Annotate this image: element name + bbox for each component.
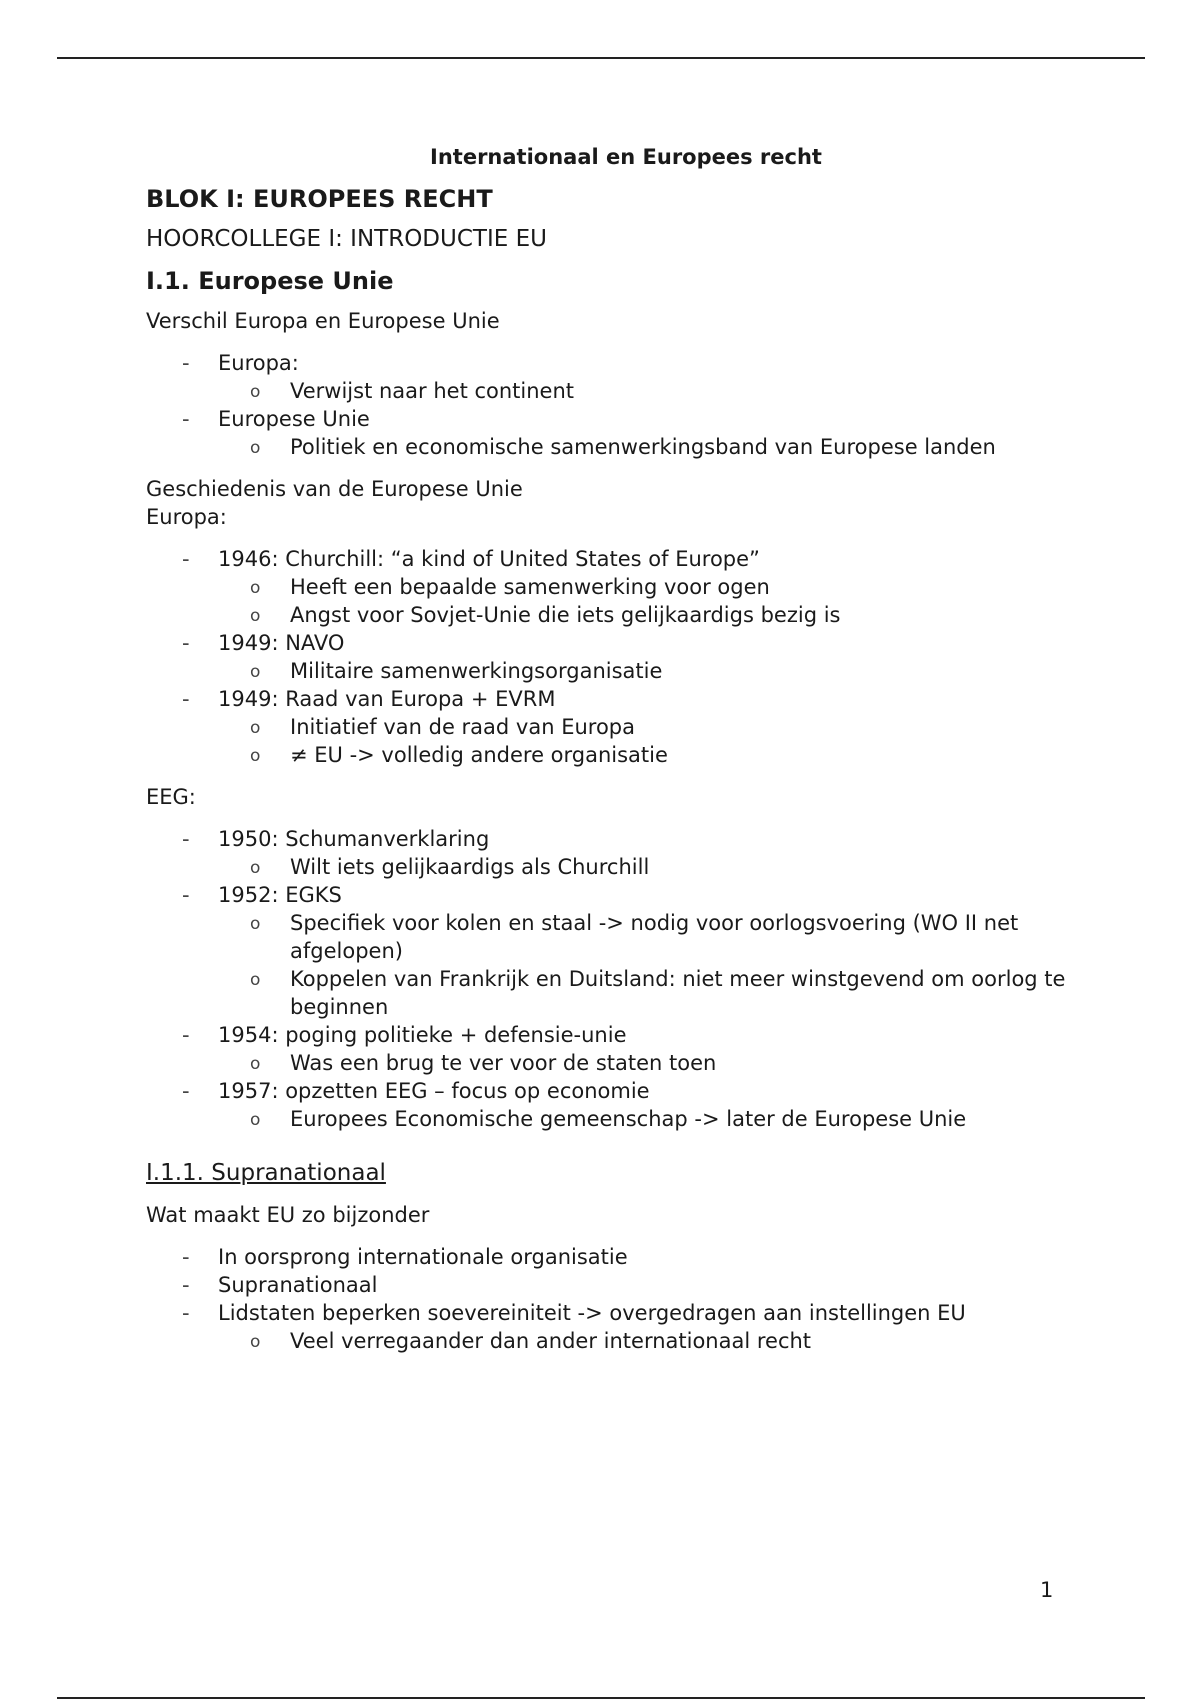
- list-item-text: Supranationaal: [218, 1273, 378, 1297]
- sub-list-item: o Veel verregaander dan ander internationaal recht: [218, 1327, 1076, 1355]
- sub-list: [218, 433, 1076, 461]
- sub-list: [218, 1049, 1076, 1077]
- sub-list: [218, 573, 1076, 629]
- sub-list: [218, 377, 1076, 405]
- section-heading-supranationaal: I.1.1. Supranationaal: [146, 1160, 386, 1186]
- list-item: [146, 1021, 1076, 1077]
- list-item: [146, 881, 1076, 1021]
- list-item: [146, 405, 1076, 461]
- eeg-list: [146, 825, 1076, 1133]
- verschil-list: [146, 349, 1076, 461]
- sub-list-item: o Europees Economische gemeenschap -> later de Europese Unie: [218, 1105, 1076, 1133]
- list-item-text: 1954: poging politieke + defensie-unie: [218, 1023, 627, 1047]
- sub-list: [218, 909, 1076, 1021]
- list-item: [146, 1077, 1076, 1133]
- list-item: [146, 1271, 1076, 1299]
- list-item-text: 1946: Churchill: “a kind of United States of Europe”: [218, 547, 760, 571]
- sub-list-item: o Angst voor Sovjet-Unie die iets gelijkaardigs bezig is: [218, 601, 1076, 629]
- eeg-heading: EEG:: [146, 785, 196, 809]
- supra-list: [146, 1243, 1076, 1355]
- list-item-text: 1950: Schumanverklaring: [218, 827, 490, 851]
- sub-list: [218, 713, 1076, 769]
- footer-rule: [57, 1697, 1145, 1699]
- sub-list-item: o Was een brug te ver voor de staten toen: [218, 1049, 1076, 1077]
- sub-list: [218, 1327, 1076, 1355]
- blok-heading: BLOK I: EUROPEES RECHT: [146, 185, 493, 213]
- list-item: [146, 1299, 1076, 1355]
- list-item: [146, 685, 1076, 769]
- sub-list: [218, 853, 1076, 881]
- list-item-text: 1949: NAVO: [218, 631, 345, 655]
- sub-list-item: o Heeft een bepaalde samenwerking voor ogen: [218, 573, 1076, 601]
- document-body: [146, 143, 1076, 1369]
- sub-list-item: o ≠ EU -> volledig andere organisatie: [218, 741, 1076, 769]
- supra-heading: Wat maakt EU zo bijzonder: [146, 1203, 430, 1227]
- document-title: Internationaal en Europees recht: [430, 145, 822, 169]
- europa-subheading: Europa:: [146, 505, 227, 529]
- sub-list-item: o Initiatief van de raad van Europa: [218, 713, 1076, 741]
- list-item: [146, 1243, 1076, 1271]
- sub-list-item: o Militaire samenwerkingsorganisatie: [218, 657, 1076, 685]
- sub-list: [218, 1105, 1076, 1133]
- header-rule: [57, 57, 1145, 59]
- verschil-heading: Verschil Europa en Europese Unie: [146, 309, 500, 333]
- section-heading-europese-unie: I.1. Europese Unie: [146, 267, 394, 295]
- list-item-text: 1952: EGKS: [218, 883, 342, 907]
- page-number: 1: [1040, 1578, 1054, 1602]
- sub-list-item: o Koppelen van Frankrijk en Duitsland: niet meer winstgevend om oorlog te beginnen: [218, 965, 1076, 1021]
- list-item: [146, 545, 1076, 629]
- list-item-text: Europa:: [218, 351, 299, 375]
- geschiedenis-heading: Geschiedenis van de Europese Unie: [146, 477, 523, 501]
- geschiedenis-list: [146, 545, 1076, 769]
- list-item-text: 1957: opzetten EEG – focus op economie: [218, 1079, 650, 1103]
- sub-list-item: o Wilt iets gelijkaardigs als Churchill: [218, 853, 1076, 881]
- hoorcollege-heading: HOORCOLLEGE I: INTRODUCTIE EU: [146, 226, 547, 252]
- sub-list-item: o Verwijst naar het continent: [218, 377, 1076, 405]
- sub-list-item: o Specifiek voor kolen en staal -> nodig voor oorlogsvoering (WO II net afgelopen): [218, 909, 1076, 965]
- list-item-text: Europese Unie: [218, 407, 370, 431]
- sub-list: [218, 657, 1076, 685]
- list-item-text: In oorsprong internationale organisatie: [218, 1245, 628, 1269]
- list-item-text: 1949: Raad van Europa + EVRM: [218, 687, 556, 711]
- sub-list-item: o Politiek en economische samenwerkingsband van Europese landen: [218, 433, 1076, 461]
- list-item: [146, 825, 1076, 881]
- list-item-text: Lidstaten beperken soevereiniteit -> overgedragen aan instellingen EU: [218, 1301, 966, 1325]
- list-item: [146, 629, 1076, 685]
- list-item: [146, 349, 1076, 405]
